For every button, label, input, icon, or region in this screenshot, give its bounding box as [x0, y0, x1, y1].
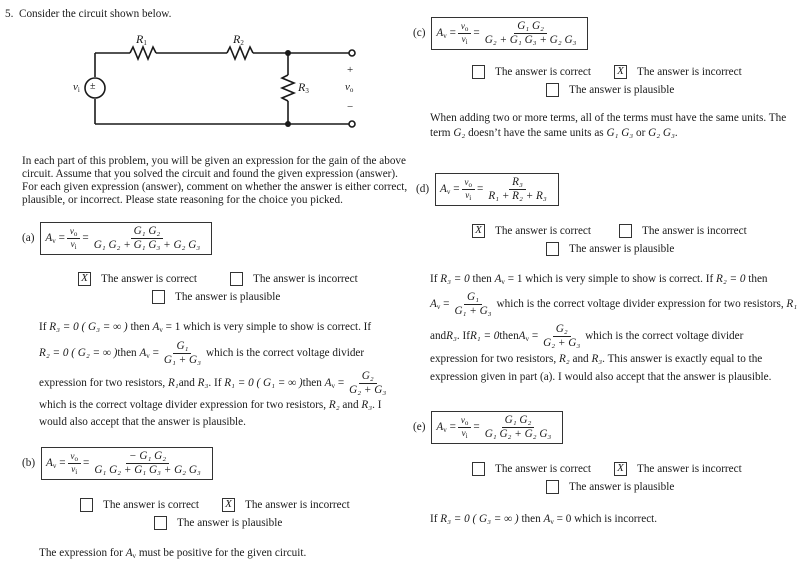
- option-label: The answer is correct: [103, 499, 199, 511]
- option-label: The answer is correct: [101, 273, 197, 285]
- option-label: The answer is incorrect: [245, 499, 350, 511]
- explanation-line: would also accept that the answer is plausible.: [39, 416, 246, 428]
- part-a-equation: [22, 222, 212, 255]
- resistor-r3: [282, 75, 294, 101]
- part-e-expression-box: $A_v$ = $\frac{v_o}{v_i}$ = $\frac{\text{G₁ G₂}}{\text{G₁ G₂ + G₂ G₃}}$: [431, 411, 563, 444]
- part-d-checkbox-correct[interactable]: X: [472, 224, 485, 238]
- part-d-equation: [416, 173, 559, 206]
- explanation-line: and R₃ . If R₁ = 0 then $A_v$ = $\frac{\text{G₂}}{\text{G₂ + G₃}}$ which is the correct voltage divider: [430, 322, 744, 349]
- part-a-checkbox-correct[interactable]: X: [78, 272, 91, 286]
- option-label: The answer is incorrect: [642, 225, 747, 237]
- part-a-checkbox-plausible[interactable]: [152, 290, 165, 304]
- explanation-line: expression given in part (a). I would also accept that the answer is plausible.: [430, 371, 772, 383]
- option-label: The answer is plausible: [175, 291, 281, 303]
- problem-number: 5.: [5, 8, 14, 20]
- part-c-denominator: G₂ + G₁ G₃ + G₂ G₃: [484, 33, 577, 46]
- part-e-checkbox-correct[interactable]: [472, 462, 485, 476]
- label-vo: $v_o$: [345, 81, 354, 94]
- part-c-label: (c): [413, 27, 426, 40]
- part-a-choices: [78, 270, 478, 306]
- option-label: The answer is incorrect: [637, 463, 742, 475]
- resistor-r2: [227, 47, 253, 59]
- explanation-line: When adding two or more terms, all of the terms must have the same units. The: [430, 112, 787, 124]
- option-label: The answer is plausible: [569, 243, 675, 255]
- intro-line: For each given expression (answer), comment on whether the answer is either correct,: [22, 181, 408, 193]
- part-d-denominator: R₁ + R₂ + R₃: [488, 189, 547, 202]
- part-a-numerator: G₁ G₂: [131, 225, 164, 239]
- label-r2: $R_2$: [233, 32, 244, 47]
- circuit-diagram: [60, 25, 370, 135]
- explanation-line: R₂ = 0 ( G₂ = ∞ ) then $A_v$ = $\frac{\text{G₁}}{\text{G₁ + G₃}}$ which is the correct voltage divider: [39, 339, 365, 366]
- resistor-r1: [130, 47, 156, 59]
- part-b-equation: [22, 447, 213, 480]
- label-output-minus: −: [347, 101, 354, 113]
- part-d-checkbox-plausible[interactable]: [546, 242, 559, 256]
- option-label: The answer is correct: [495, 66, 591, 78]
- part-c-checkbox-plausible[interactable]: [546, 83, 559, 97]
- part-b-numerator: − G₁ G₂: [126, 450, 169, 464]
- part-c-checkbox-correct[interactable]: [472, 65, 485, 79]
- label-r3: $R_3$: [298, 80, 309, 95]
- part-b-choices: [80, 496, 480, 532]
- intro-line: plausible, or incorrect. Please state reasoning for the choice you picked.: [22, 194, 343, 206]
- part-d-explanation: [430, 272, 797, 386]
- part-b-denominator: G₁ G₂ + G₁ G₃ + G₂ G₃: [94, 463, 201, 476]
- part-e-denominator: G₁ G₂ + G₂ G₃: [484, 427, 552, 440]
- junction-node-bottom: [285, 121, 291, 127]
- explanation-line: term G₂ doesn’t have the same units as G₁ G₃ or G₂ G₃.: [430, 127, 678, 139]
- part-b-checkbox-incorrect[interactable]: X: [222, 498, 235, 512]
- part-e-numerator: G₁ G₂: [502, 414, 535, 428]
- intro-paragraph: [22, 155, 407, 207]
- part-b-expression-box: $A_v$ = $\frac{v_o}{v_i}$ = $\frac{\text{− G₁ G₂}}{\text{G₁ G₂ + G₁ G₃ + G₂ G₃}}$: [41, 447, 213, 480]
- part-d-checkbox-incorrect[interactable]: [619, 224, 632, 238]
- problem-prompt: Consider the circuit shown below.: [18, 8, 172, 20]
- intro-line: circuit. Assume that you solved the circuit and found the given expression (answer).: [22, 168, 398, 180]
- junction-node-top: [285, 50, 291, 56]
- part-c-equation: [413, 17, 588, 50]
- part-d-expression-box: $A_v$ = $\frac{v_o}{v_i}$ = $\frac{\text{R₃}}{\text{R₁ + R₂ + R₃}}$: [435, 173, 559, 206]
- explanation-line: expression for two resistors, R₁ and R₃ . If R₁ = 0 ( G₁ = ∞ ) then $A_v$ = $\frac{\text{G₂}}{\text{G₂ + G₃}}$: [39, 369, 387, 396]
- part-c-checkbox-incorrect[interactable]: X: [614, 65, 627, 79]
- option-label: The answer is correct: [495, 225, 591, 237]
- source-polarity-icon: ±: [90, 81, 96, 92]
- part-d-numerator: R₃: [509, 176, 526, 190]
- part-e-equation: [413, 411, 563, 444]
- part-b-checkbox-plausible[interactable]: [154, 516, 167, 530]
- option-label: The answer is incorrect: [253, 273, 358, 285]
- part-e-checkbox-plausible[interactable]: [546, 480, 559, 494]
- option-label: The answer is incorrect: [637, 66, 742, 78]
- explanation-line: which is the correct voltage divider expression for two resistors, R₂ and R₃. I: [39, 399, 382, 411]
- option-label: The answer is plausible: [569, 84, 675, 96]
- part-a-label: (a): [22, 232, 35, 245]
- option-label: The answer is plausible: [569, 481, 675, 493]
- part-a-denominator: G₁ G₂ + G₁ G₃ + G₂ G₃: [93, 238, 201, 251]
- part-d-choices: [472, 222, 800, 258]
- part-c-numerator: G₁ G₂: [514, 20, 547, 34]
- explanation-line: If R₃ = 0 then $A_v = 1$ which is very simple to show is correct. If R₂ = 0 then: [430, 273, 768, 286]
- part-c-explanation: [430, 111, 786, 141]
- problem-header: [5, 7, 171, 21]
- part-e-choices: [472, 460, 800, 496]
- part-b-explanation: The expression for $A_v$ must be positive for the given circuit.: [39, 547, 307, 560]
- output-terminal-bottom: [349, 121, 355, 127]
- explanation-line: $A_v$ = $\frac{\text{G₁}}{\text{G₁ + G₃}}$ which is the correct voltage divider expression for two resistors, R₁: [430, 290, 798, 317]
- part-e-checkbox-incorrect[interactable]: X: [614, 462, 627, 476]
- part-c-choices: [472, 63, 800, 99]
- label-vi: $v_i$: [73, 81, 80, 94]
- option-label: The answer is correct: [495, 463, 591, 475]
- output-terminal-top: [349, 50, 355, 56]
- explanation-line: expression for two resistors, R₂ and R₃. This answer is exactly equal to the: [430, 353, 763, 365]
- label-r1: $R_1$: [136, 32, 147, 47]
- part-b-label: (b): [22, 457, 36, 470]
- label-output-plus: +: [347, 64, 354, 76]
- part-a-explanation: [39, 320, 391, 432]
- explanation-line: If R₃ = 0 ( G₃ = ∞ ) then $A_v = 1$ which is very simple to show is correct. If: [39, 321, 372, 334]
- part-e-label: (e): [413, 421, 426, 434]
- part-a-checkbox-incorrect[interactable]: [230, 272, 243, 286]
- option-label: The answer is plausible: [177, 517, 283, 529]
- part-e-explanation: If R₃ = 0 ( G₃ = ∞ ) then $A_v = 0$ which is incorrect.: [430, 513, 658, 526]
- part-b-checkbox-correct[interactable]: [80, 498, 93, 512]
- gain-symbol: $A_v$: [45, 232, 56, 245]
- intro-line: In each part of this problem, you will be given an expression for the gain of the above: [22, 155, 406, 167]
- part-d-label: (d): [416, 183, 430, 196]
- part-c-expression-box: $A_v$ = $\frac{v_o}{v_i}$ = $\frac{\text{G₁ G₂}}{\text{G₂ + G₁ G₃ + G₂ G₃}}$: [431, 17, 588, 50]
- part-a-expression-box: $A_v$ = $\frac{v_o}{v_i}$ = $\frac{\text{G₁ G₂}}{\text{G₁ G₂ + G₁ G₃ + G₂ G₃}}$: [40, 222, 212, 255]
